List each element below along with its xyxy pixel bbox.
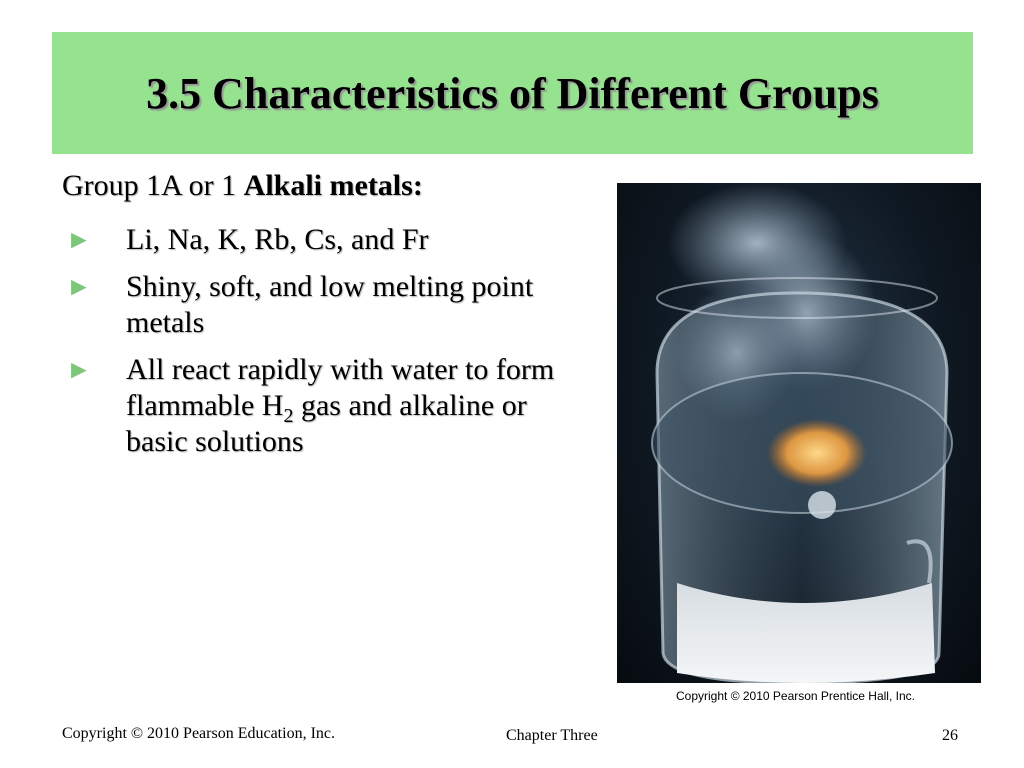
beaker-illustration xyxy=(617,183,981,683)
slide-content xyxy=(62,168,582,471)
slide-title: 3.5 Characteristics of Different Groups xyxy=(146,68,879,118)
page-number: 26 xyxy=(942,727,958,744)
bullet-item xyxy=(62,222,582,258)
bullet-text xyxy=(126,353,554,458)
subscript: 2 xyxy=(283,405,294,427)
bullet-text-part: gas and alkaline or basic solutions xyxy=(126,389,527,458)
bullet-item xyxy=(62,352,582,460)
bullet-arrow-icon: ► xyxy=(66,225,92,254)
bullet-text: Li, Na, K, Rb, Cs, and Fr xyxy=(126,223,429,256)
bullet-arrow-icon: ► xyxy=(66,272,92,301)
photo-credit: Copyright © 2010 Pearson Prentice Hall, Inc. xyxy=(676,689,915,703)
group-heading-prefix: Group 1A or 1 xyxy=(62,169,244,202)
footer-chapter: Chapter Three xyxy=(506,727,598,744)
bullet-arrow-icon: ► xyxy=(66,355,92,384)
bullet-text-part: All react rapidly with water to form flammable H xyxy=(126,353,555,422)
footer-copyright: Copyright © 2010 Pearson Education, Inc. xyxy=(62,725,335,742)
group-heading-bold: Alkali metals: xyxy=(243,169,423,202)
title-bar xyxy=(52,32,973,154)
group-heading xyxy=(62,168,582,204)
bullet-item xyxy=(62,269,582,341)
bullet-text: Shiny, soft, and low melting point metals xyxy=(126,270,534,339)
beaker-photo xyxy=(617,183,981,683)
